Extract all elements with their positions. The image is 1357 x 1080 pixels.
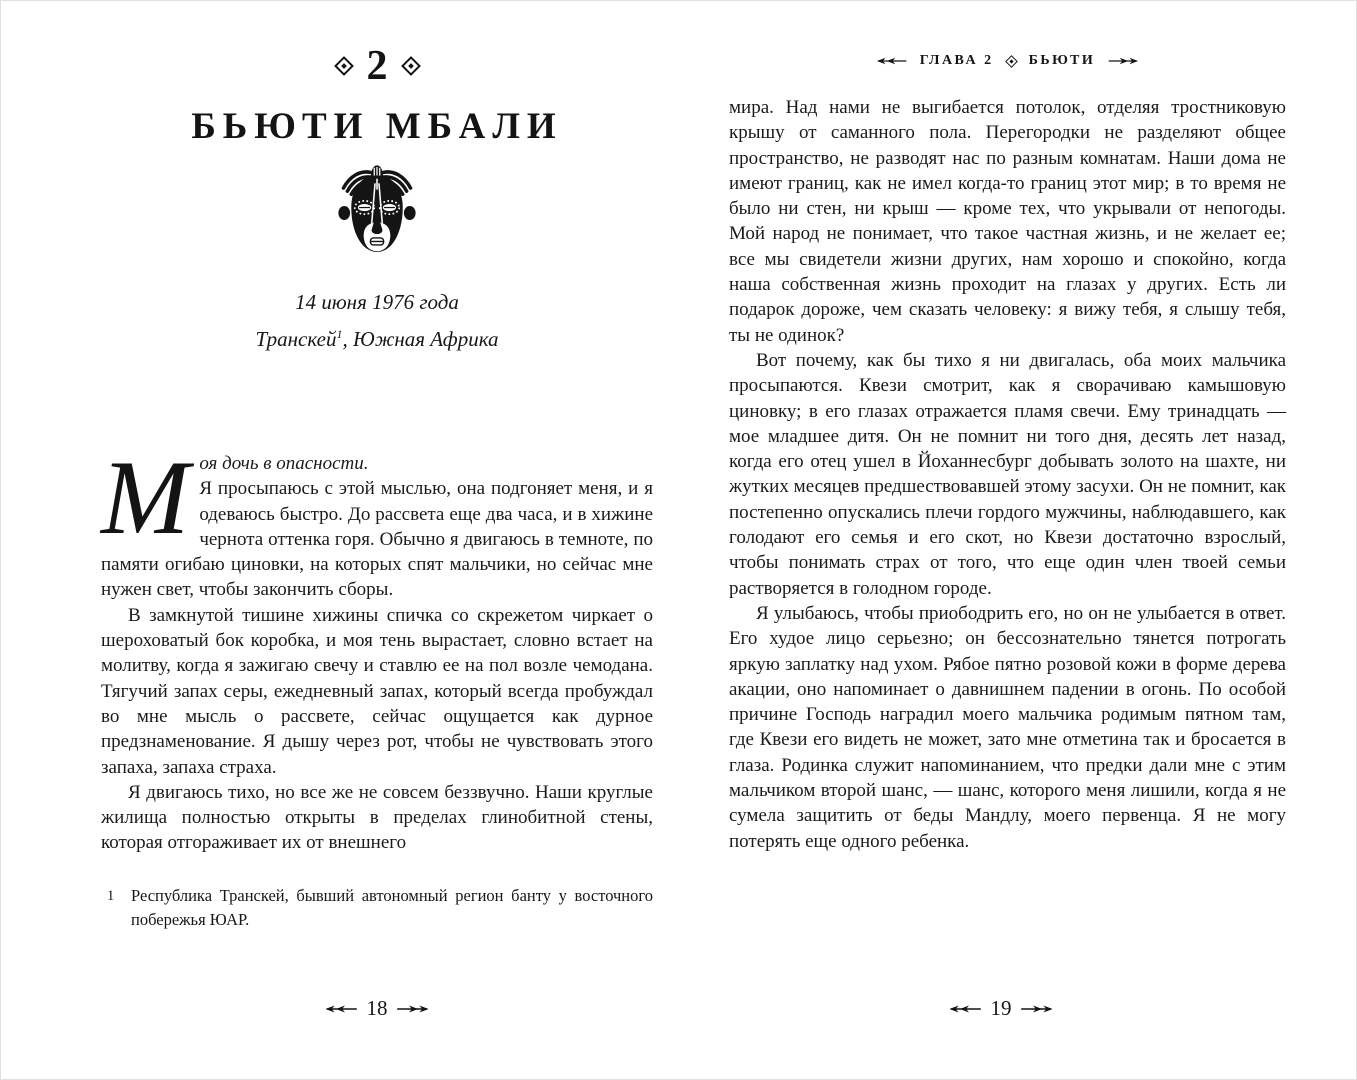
running-header	[729, 53, 1286, 69]
chapter-number: 2	[366, 43, 388, 89]
running-header-chapter: ГЛАВА 2	[919, 53, 994, 68]
diamond-ornament-icon	[401, 56, 421, 76]
paragraph-opening	[101, 439, 653, 603]
paragraph-text: Я просыпаюсь с этой мыслью, она подгоняет меня, и я одеваюсь быстро. До рассвета еще два часа, и в хижине чернота оттенка горя. Обычно я двигаюсь в темноте, по памяти огибаю циновки, на которых спят мальчики, но сейчас мне нужен свет, чтобы закончить сборы.	[101, 478, 653, 601]
paragraph-continuation: мира. Над нами не выгибается потолок, отделяя тростниковую крышу от саманного пола. Перегородки не разделяют общее пространство, не разводят нас по разным комнатам. Наши дома не имеют границ, как не имел когда-то границ этот мир; в то время не было ни стен, ни крыш — кроме тех, что укрывали от непогоды. Мой народ не понимает, что такое частная жизнь, и не желает ее; все мы свидетели жизни других, нам хорошо и спокойно, когда наша собственная жизнь проходит на глазах у других. Есть ли подарок дороже, чем сказать человеку: я вижу тебя, я слышу тебя, ты не одинок?	[729, 97, 1286, 346]
drop-cap: М	[101, 439, 190, 556]
location-rest: , Южная Африка	[342, 327, 499, 351]
left-page	[101, 1, 653, 932]
location-line	[101, 322, 653, 351]
chapter-ornament	[101, 163, 653, 268]
paragraph: Я двигаюсь тихо, но все же не совсем беззвучно. Наши круглые жилища полностью открыты в пределах глинобитной стены, которая отгораживает их от внешнего	[101, 781, 653, 854]
double-arrow-left-icon	[326, 1004, 358, 1014]
diamond-ornament-icon	[1005, 55, 1018, 68]
location-name: Транскей	[255, 327, 337, 351]
page-number-right	[950, 996, 1053, 1021]
footnote-text: Республика Транскей, бывший автономный регион банту у восточного побережья ЮАР.	[131, 885, 653, 929]
dateline: 14 июня 1976 года	[295, 290, 459, 314]
double-arrow-left-icon	[950, 1004, 982, 1014]
page-number-value: 18	[366, 996, 388, 1020]
double-arrow-right-icon	[397, 1004, 429, 1014]
footnote	[101, 884, 653, 932]
paragraph: Я улыбаюсь, чтобы приободрить его, но он не улыбается в ответ. Его худое лицо серьезно; он бессознательно тянется потрогать яркую заплатку над ухом. Рябое пятно розовой кожи в форме дерева акации, оно напоминает о давнишнем падении в огонь. По особой причине Господь наградил моего мальчика родимым пятном там, где Квези его видеть не может, зато мне отметина так и бросается в глаза. Родинка служит напоминанием, что предки дали мне с этим мальчиком второй шанс, — шанс, которого меня лишили, когда я не сумела защитить от беды Мандлу, моего первенца. Я не могу потерять еще одного ребенка.	[729, 602, 1286, 852]
chapter-title: БЬЮТИ МБАЛИ	[191, 106, 563, 147]
page-number-value: 19	[990, 996, 1012, 1020]
running-header-person: БЬЮТИ	[1028, 53, 1096, 68]
footnote-reference: 1	[336, 327, 343, 341]
footnote-marker: 1	[107, 887, 115, 904]
paragraph: Вот почему, как бы тихо я ни двигалась, оба моих мальчика просыпаются. Квези смотрит, как я сворачиваю камышовую циновку; в его глазах отражается пламя свечи. Ему тринадцать — мое младшее дитя. Он не помнит ни того дня, десять лет назад, когда его отец ушел в Йоханнесбург добывать золото на шахте, ни жутких месяцев предшествовавшей этому засухи. Он не помнит, как постепенно опускались плечи гордого мужчины, наблюдавшего, как голодают его семья и его скот, но Квези достаточно взрослый, чтобы понимать страх от того, что еще один член твоей семьи растворяется в голодном городе.	[729, 349, 1286, 599]
chapter-number-row	[101, 45, 653, 87]
opening-italic-line: оя дочь в опасности.	[199, 453, 369, 474]
paragraph: В замкнутой тишине хижины спичка со скрежетом чиркает о шероховатый бок коробка, и моя тень вырастает, словно встает на молитву, когда я зажигаю свечу и ставлю ее на пол возле чемодана. Тягучий запах серы, ежедневный запах, который всегда пробуждал во мне мысль о рассвете, сейчас ощущается как дурное предзнаменование. Я дышу через рот, чтобы не чувствовать этого запаха, запаха страха.	[101, 604, 653, 778]
african-mask-icon	[338, 163, 416, 263]
double-arrow-right-icon	[1108, 56, 1138, 66]
double-arrow-right-icon	[1021, 1004, 1053, 1014]
right-page-body	[729, 95, 1286, 854]
page-number-left	[326, 996, 429, 1021]
right-page	[729, 1, 1286, 854]
diamond-ornament-icon	[334, 56, 354, 76]
double-arrow-left-icon	[877, 56, 907, 66]
left-page-body	[101, 439, 653, 856]
